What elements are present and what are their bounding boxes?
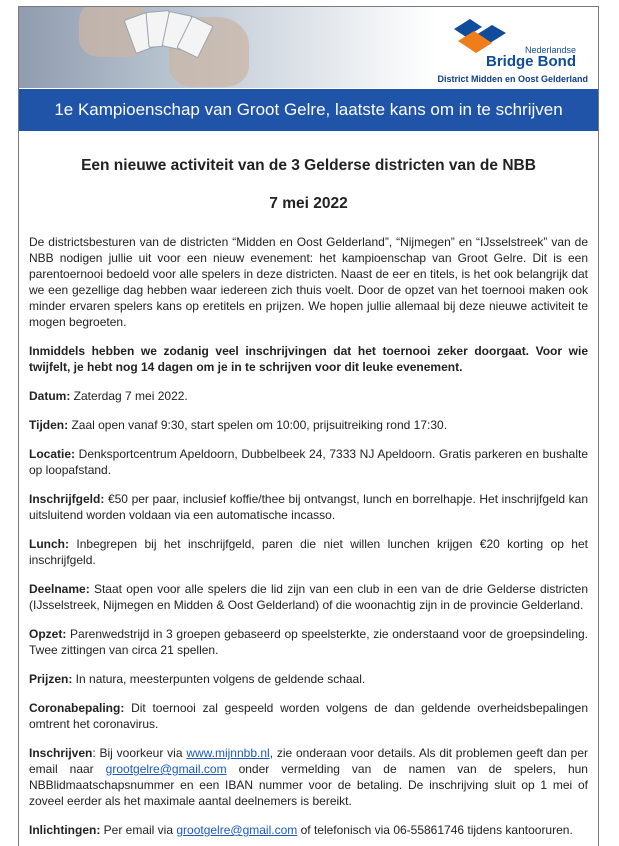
deelname-label: Deelname: <box>29 582 90 596</box>
inschrijven-text-1: : Bij voorkeur via <box>92 746 187 760</box>
datum-paragraph <box>29 388 588 404</box>
nbb-logo-icon <box>448 15 512 55</box>
inschrijven-text-3: onder vermelding van de namen van de spelers, hun NBBlidmaatschapsnummer en een IBAN nummer voor de betaling. De inschrijving sluit op 1 mei of zoveel eerder als het maximale aantal deelnemers is bereikt. <box>29 762 588 808</box>
intro-paragraph: De districtsbesturen van de districten “Midden en Oost Gelderland”, “Nijmegen” en “IJsselstreek” van de NBB nodigen jullie uit voor een nieuw evenement: het kampioenschap van Groot Gelre. Dit is een parentoernooi bedoeld voor alle spelers in deze districten. Naast de eer en titels, is het ook belangrijk dat we een gezellige dag hebben waar iedereen zich thuis voelt. Door de opzet van het toernooi maken ook minder ervaren spelers kans op eretitels en prijzen. We hopen jullie allemaal bij deze nieuwe activiteit te mogen begroeten. <box>29 235 588 329</box>
prijzen-text: In natura, meesterpunten volgens de geldende schaal. <box>72 672 366 686</box>
tijden-paragraph <box>29 417 588 433</box>
inlichtingen-text-1: Per email via <box>100 823 177 837</box>
tijden-label: Tijden: <box>29 418 69 432</box>
lunch-paragraph <box>29 536 588 568</box>
prijzen-paragraph <box>29 671 588 687</box>
corona-paragraph <box>29 700 588 732</box>
locatie-label: Locatie: <box>29 447 76 461</box>
inschrijfgeld-label: Inschrijfgeld: <box>29 492 105 506</box>
opzet-label: Opzet: <box>29 627 67 641</box>
lunch-text: Inbegrepen bij het inschrijfgeld, paren die niet willen lunchen krijgen €20 korting op het inschrijfgeld. <box>29 537 588 567</box>
corona-text: Dit toernooi zal gespeeld worden volgens de dan geldende overheidsbepalingen omtrent het coronavirus. <box>29 701 588 731</box>
deelname-text: Staat open voor alle spelers die lid zijn van een club in een van de drie Gelderse districten (IJsselstreek, Nijmegen en Midden & Oost Gelderland) of die woonachtig zijn in de provincie Gelderland. <box>29 582 588 612</box>
logo-subtitle: District Midden en Oost Gelderland <box>437 74 588 84</box>
locatie-paragraph <box>29 446 588 478</box>
mijnnbb-link[interactable]: www.mijnnbb.nl <box>186 746 270 760</box>
inschrijven-text-2: , zie onderaan voor details. Als dit problemen geeft dan per email naar <box>29 746 588 776</box>
inlichtingen-email-link[interactable]: grootgelre@gmail.com <box>176 823 298 837</box>
inschrijven-paragraph <box>29 745 588 809</box>
main-content <box>19 157 598 838</box>
locatie-text: Denksportcentrum Apeldoorn, Dubbelbeek 24, 7333 NJ Apeldoorn. Gratis parkeren en bushalte op loopafstand. <box>29 447 588 477</box>
inlichtingen-label: Inlichtingen: <box>29 823 101 837</box>
page-title-bar: 1e Kampioenschap van Groot Gelre, laatste kans om in te schrijven <box>19 89 598 131</box>
newsletter-frame <box>18 6 599 846</box>
deelname-paragraph <box>29 581 588 613</box>
logo-title: Bridge Bond <box>486 53 576 70</box>
datum-text: Zaterdag 7 mei 2022. <box>70 389 188 403</box>
inschrijfgeld-text: €50 per paar, inclusief koffie/thee bij ontvangst, lunch en borrelhapje. Het inschrijfgeld kan uitsluitend worden voldaan via een automatische incasso. <box>29 492 588 522</box>
header-banner <box>19 7 598 88</box>
email-link[interactable]: grootgelre@gmail.com <box>105 762 227 776</box>
inschrijven-label: Inschrijven <box>29 746 93 760</box>
lunch-label: Lunch: <box>29 537 69 551</box>
opzet-paragraph <box>29 626 588 658</box>
subtitle-heading: Een nieuwe activiteit van de 3 Gelderse districten van de NBB <box>81 157 536 174</box>
inschrijfgeld-paragraph <box>29 491 588 523</box>
logo-small-text: Nederlandse <box>524 45 576 55</box>
inlichtingen-text-2: of telefonisch via 06-55861746 tijdens kantooruren. <box>297 823 573 837</box>
corona-label: Coronabepaling: <box>29 701 125 715</box>
inlichtingen-paragraph <box>29 822 588 838</box>
datum-label: Datum: <box>29 389 71 403</box>
opzet-text: Parenwedstrijd in 3 groepen gebaseerd op speelsterkte, zie onderstaand voor de groepsindeling. Twee zittingen van circa 21 spellen. <box>29 627 588 657</box>
nbb-logo <box>428 13 588 85</box>
date-heading: 7 mei 2022 <box>269 195 348 212</box>
notice-paragraph: Inmiddels hebben we zodanig veel inschrijvingen dat het toernooi zeker doorgaat. Voor wie twijfelt, je hebt nog 14 dagen om je in te schrijven voor dit leuke evenement. <box>29 344 588 374</box>
tijden-text: Zaal open vanaf 9:30, start spelen om 10:00, prijsuitreiking rond 17:30. <box>68 418 448 432</box>
prijzen-label: Prijzen: <box>29 672 73 686</box>
